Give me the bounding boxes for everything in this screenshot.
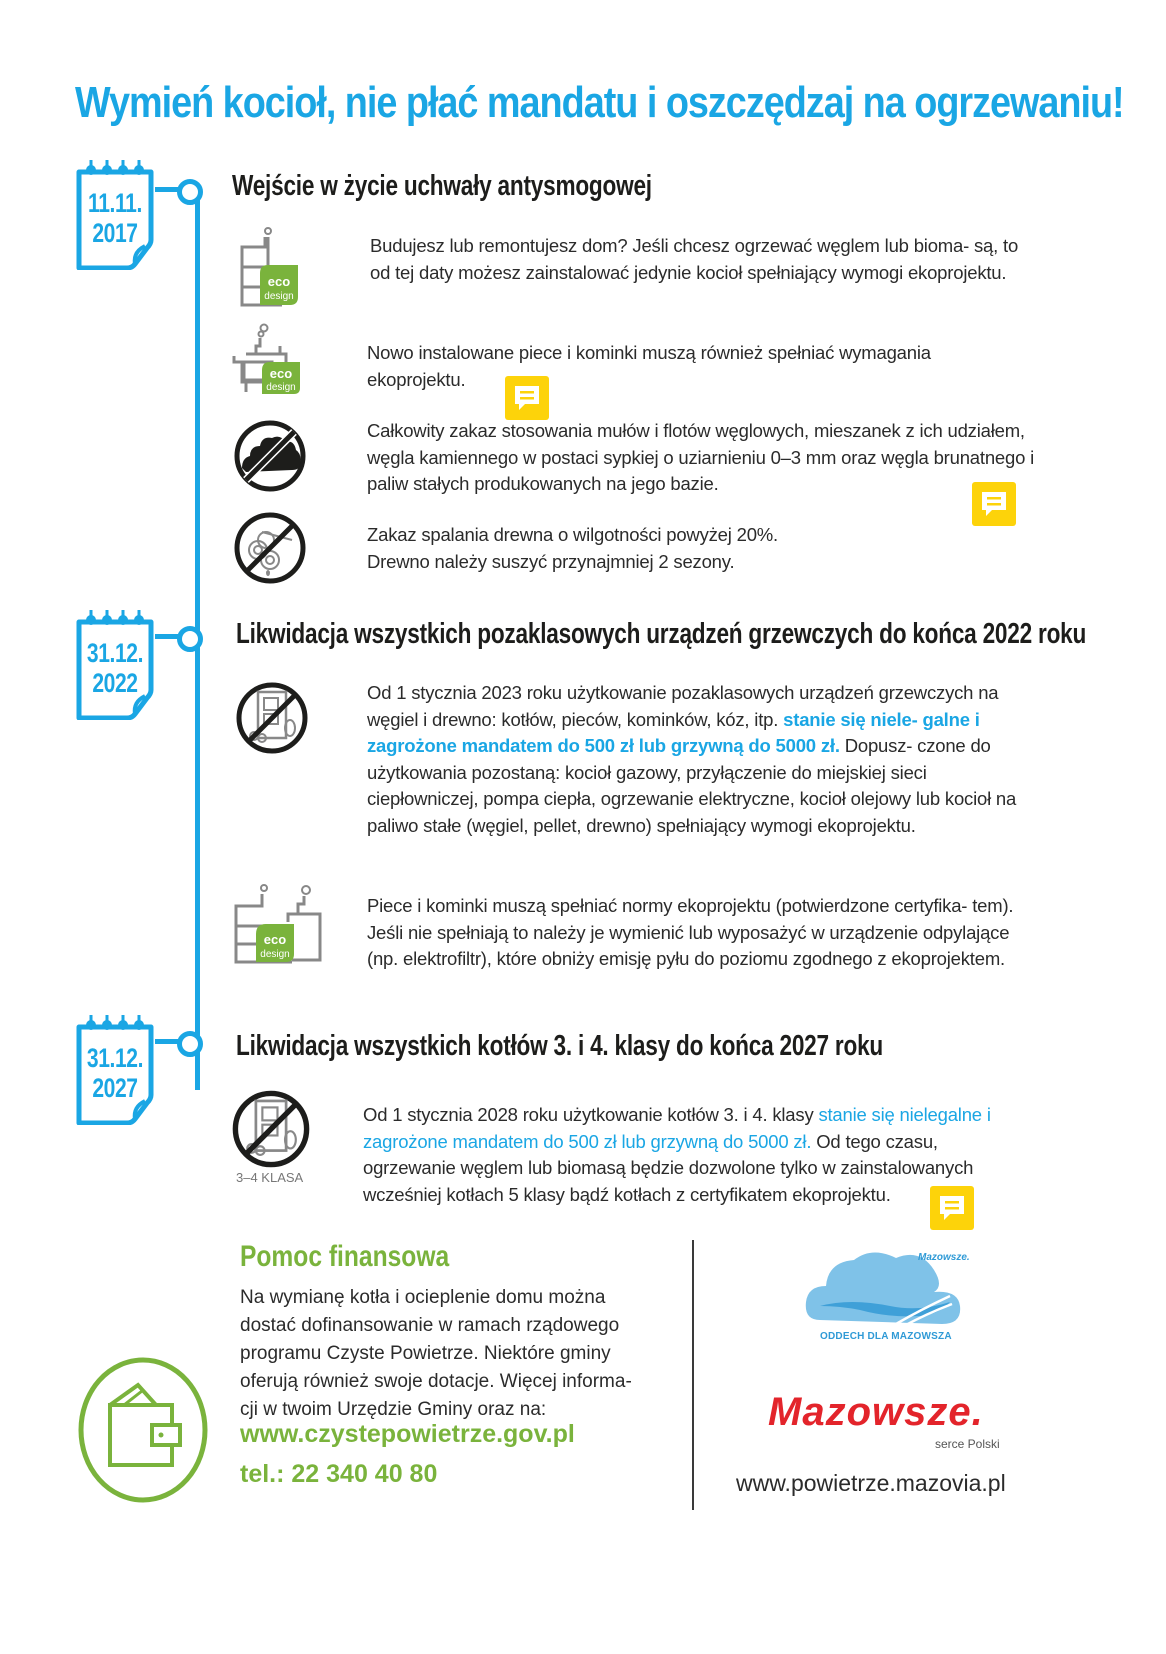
- oddech-dla-mazowsza-logo: [800, 1240, 970, 1345]
- date-line-2: 2027: [92, 1073, 138, 1103]
- date-line-2: 2022: [92, 668, 138, 698]
- mazowsze-logo: Mazowsze.: [768, 1390, 984, 1434]
- financial-help-title: Pomoc finansowa: [240, 1240, 450, 1273]
- section-title: Likwidacja wszystkich kotłów 3. i 4. klasy do końca 2027 roku: [236, 1030, 884, 1062]
- svg-text:Mazowsze.: Mazowsze.: [918, 1252, 970, 1263]
- footer-url-link[interactable]: www.powietrze.mazovia.pl: [736, 1470, 1006, 1496]
- website-link[interactable]: www.czystepowietrze.gov.pl: [240, 1420, 575, 1448]
- wallet-icon: [76, 1355, 211, 1510]
- svg-text:eco: eco: [267, 274, 291, 289]
- item-text: Piece i kominki muszą spełniać normy ekoprojektu (potwierdzone certyfika- tem). Jeśli nie spełniają to należy je wymienić lub wyposażyć w urządzenie odpylające (np. elektrofiltr), które obniży emisję pyłu do poziomu zgodnego z ekoprojektem.: [367, 895, 1014, 969]
- section-title: Wejście w życie uchwały antysmogowej: [232, 170, 652, 202]
- eco-design-stove-icon: [230, 322, 302, 402]
- item-text: [367, 522, 1037, 575]
- no-coal-sludge-icon: [232, 418, 308, 499]
- financial-help-text: Na wymianę kotła i ocieplenie domu można dostać dofinansowanie w ramach rządowego programu Czyste Powietrze. Niektóre gminy oferują również swoje dotacje. Więcej informa- cji w twoim Urzędzie Gminy oraz na:: [240, 1287, 632, 1420]
- item-text-after: Dopusz- czone do użytkowania pozostaną: kocioł gazowy, przyłączenie do miejskiej sieci ciepłowniczej, pompa ciepła, ogrzewanie elektryczne, kocioł olejowy lub kocioł na paliwo stałe (węgiel, pellet, drewno) spełniający wymogi ekoprojektu.: [367, 735, 1017, 836]
- timeline-node: [177, 179, 203, 205]
- timeline-node: [177, 1031, 203, 1057]
- item-text: [367, 680, 1037, 839]
- date-line-1: 11.11.: [88, 188, 142, 218]
- date-line-1: 31.12.: [86, 1043, 144, 1073]
- comment-note-icon[interactable]: [930, 1186, 974, 1230]
- item-text-after: Od tego czasu, ogrzewanie węglem lub biomasą będzie dozwolone tylko w zainstalowanych wcześniej kotłach 5 klasy bądź kotłach z certyfikatem ekoprojektu.: [363, 1130, 974, 1205]
- icon-caption: 3–4 KLASA: [236, 1170, 304, 1185]
- no-old-boiler-icon: [234, 680, 310, 761]
- mazowsze-tagline: serce Polski: [935, 1437, 1000, 1451]
- eco-design-boiler-icon: [232, 225, 302, 315]
- date-line-1: 31.12.: [86, 638, 144, 668]
- item-text-line: Drewno należy suszyć przynajmniej 2 sezony.: [367, 550, 735, 572]
- item-text: Całkowity zakaz stosowania mułów i flotów węglowych, mieszanek z ich udziałem, węgla kamiennego w postaci sypkiej o uziarnieniu 0–3 mm oraz węgla brunatnego i paliw stałych produkowanych na jego bazie.: [367, 420, 1035, 494]
- penalty-highlight: stanie się nielegalne i zagrożone mandatem do 500 zł lub grzywną do 5000 zł.: [363, 1104, 991, 1152]
- item-text: Nowo instalowane piece i kominki muszą również spełniać wymagania ekoprojektu.: [367, 342, 931, 390]
- comment-note-icon[interactable]: [972, 482, 1016, 526]
- calendar-icon: [75, 160, 155, 270]
- date-line-2: 2017: [92, 218, 138, 248]
- svg-text:design: design: [266, 382, 296, 393]
- item-text-line: Zakaz spalania drewna o wilgotności powyżej 20%.: [367, 524, 778, 545]
- svg-text:design: design: [264, 291, 294, 302]
- oddech-caption: ODDECH DLA MAZOWSZA: [820, 1331, 952, 1342]
- calendar-icon: [75, 1015, 155, 1125]
- svg-text:eco: eco: [269, 366, 293, 381]
- item-text: Budujesz lub remontujesz dom? Jeśli chcesz ogrzewać węglem lub bioma- są, to od tej daty możesz zainstalować jedynie kocioł spełniający wymogi ekoprojektu.: [370, 235, 1019, 283]
- eco-design-stoves-icon: [232, 882, 324, 971]
- item-text-before: Od 1 stycznia 2023 roku użytkowanie pozaklasowych urządzeń grzewczych na węgiel i drewno: kotłów, pieców, kominków, kóz, itp.: [367, 682, 999, 730]
- item-text-before: Od 1 stycznia 2028 roku użytkowanie kotłów 3. i 4. klasy: [363, 1104, 819, 1125]
- no-class-3-4-boiler-icon: [230, 1088, 312, 1175]
- page-title: Wymień kocioł, nie płać mandatu i oszczędzaj na ogrzewaniu!: [75, 78, 1124, 127]
- phone-number[interactable]: tel.: 22 340 40 80: [240, 1460, 438, 1488]
- svg-text:eco: eco: [263, 932, 287, 947]
- section-title: Likwidacja wszystkich pozaklasowych urządzeń grzewczych do końca 2022 roku: [236, 618, 1087, 650]
- penalty-highlight: stanie się niele- galne i zagrożone mandatem do 500 zł lub grzywną do 5000 zł.: [367, 708, 980, 756]
- timeline-node: [177, 626, 203, 652]
- comment-note-icon[interactable]: [505, 376, 549, 420]
- no-wet-wood-icon: [232, 510, 308, 591]
- calendar-icon: [75, 610, 155, 720]
- svg-text:design: design: [260, 949, 290, 960]
- vertical-divider: [692, 1240, 694, 1510]
